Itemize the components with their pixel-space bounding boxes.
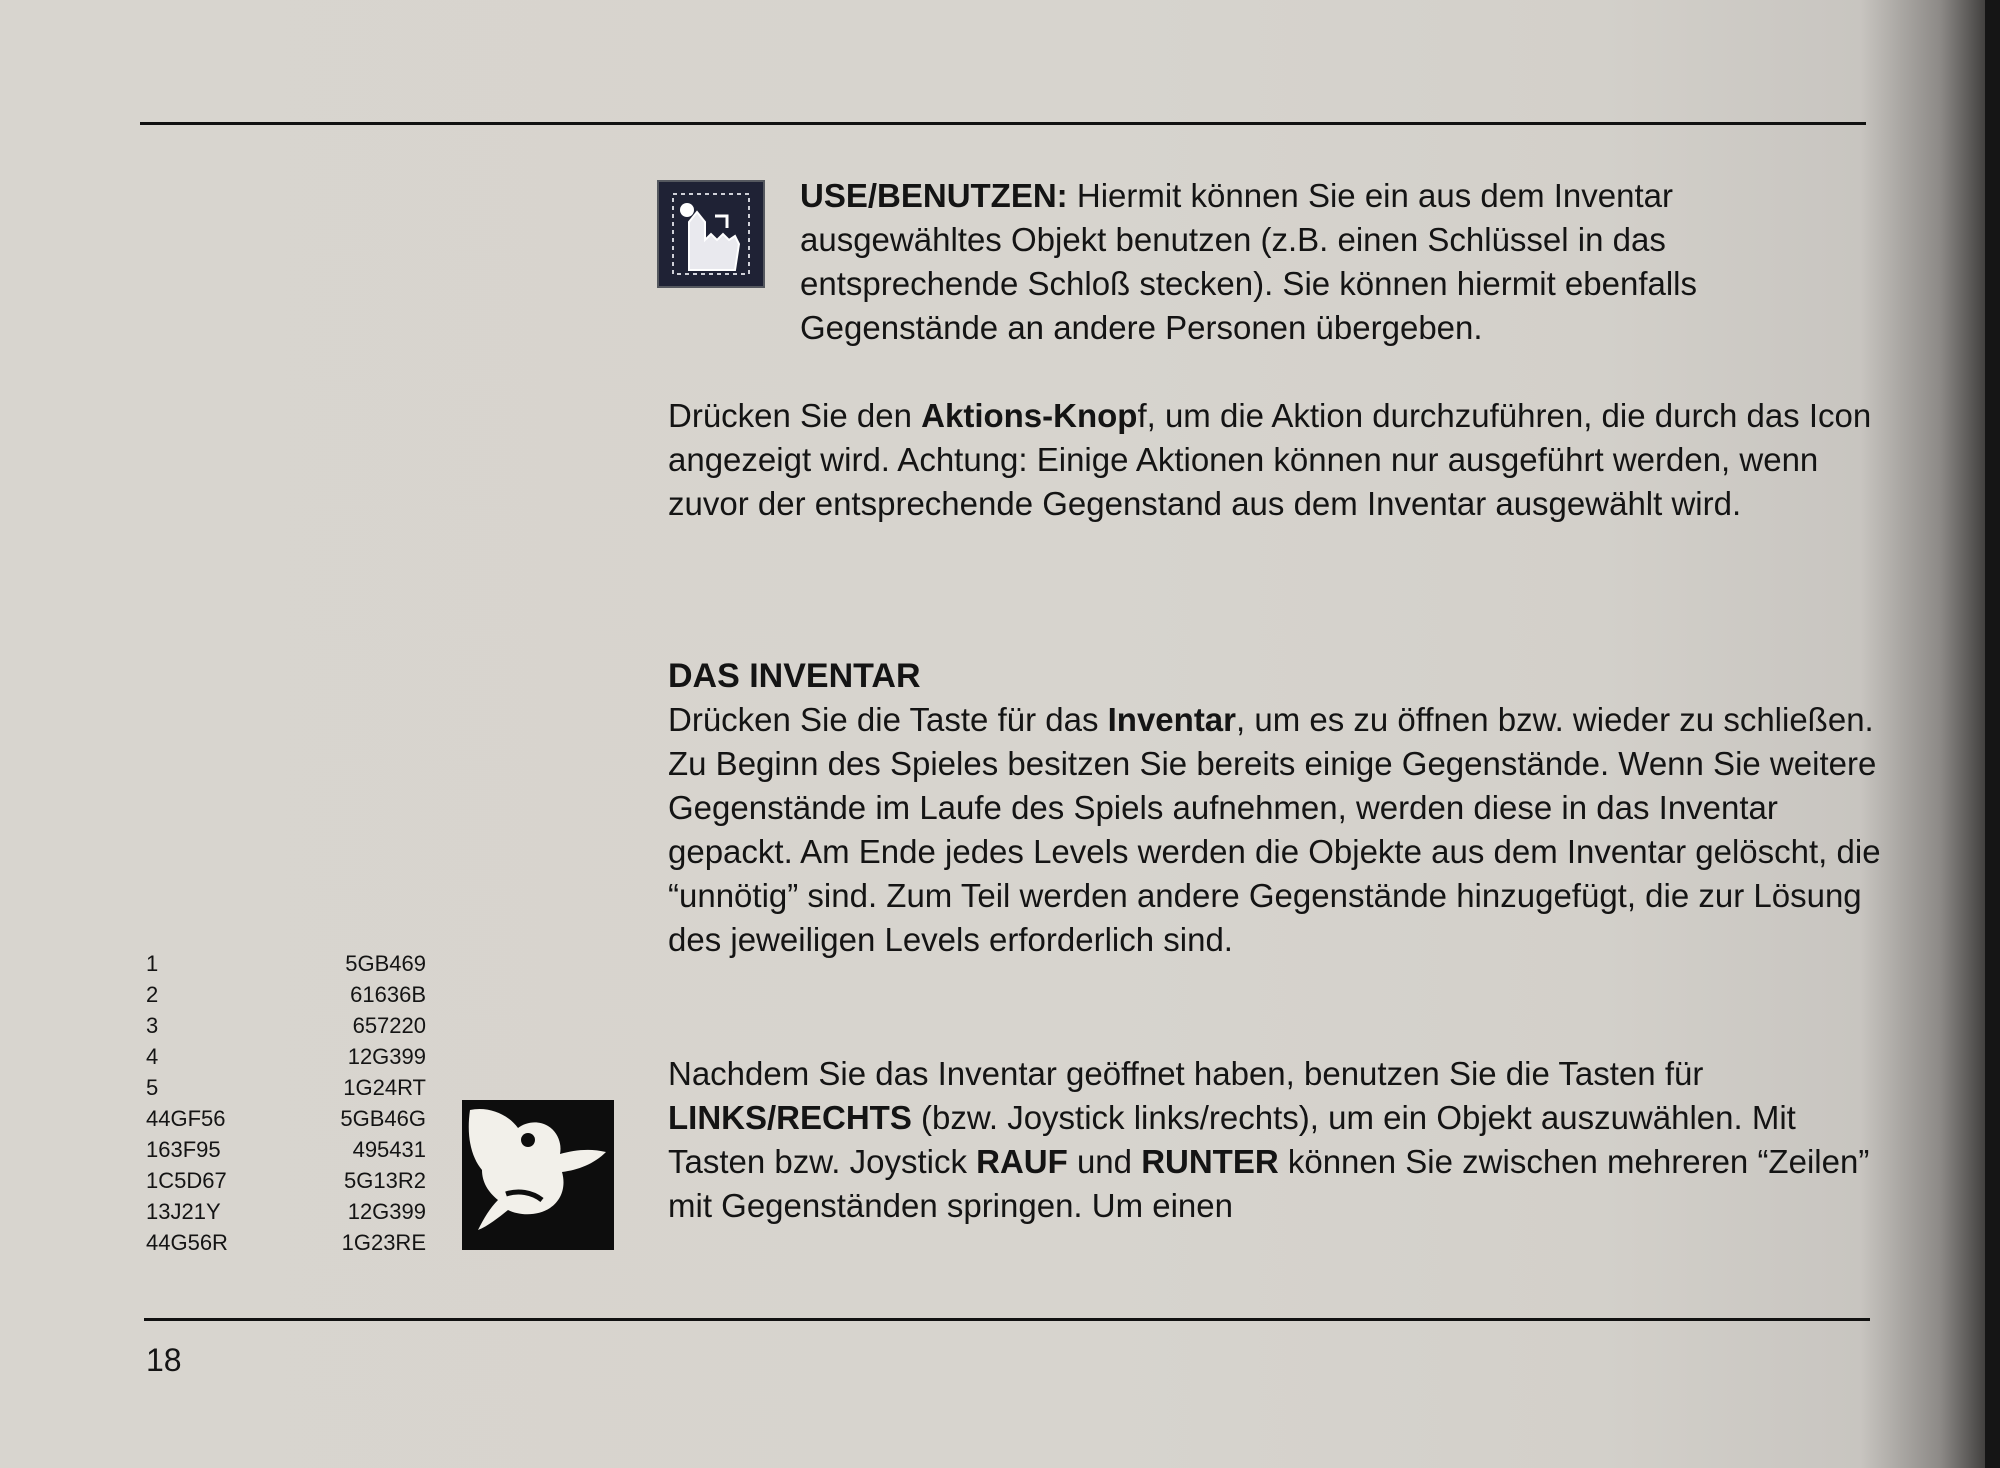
code-key: 1C5D67 bbox=[146, 1168, 227, 1193]
code-row bbox=[146, 1010, 426, 1041]
aktion-bold: Aktions-Knop bbox=[921, 397, 1138, 434]
inventar-heading: DAS INVENTAR bbox=[668, 657, 921, 695]
inventar-text-2: , um es zu öffnen bzw. wieder zu schließen. Zu Beginn des Spieles besitzen Sie bereits einige Gegenstände. Wenn Sie weitere Gegenstände im Laufe des Spiels aufnehmen, werden diese in das Inventar gepackt. Am Ende jedes Levels werden die Objekte aus dem Inventar gelöscht, die “unnötig” sind. Zum Teil werden andere Gegenstände hinzugefügt, die zur Lösung des jeweiligen Levels erforderlich sind. bbox=[668, 701, 1881, 958]
code-value: 1G23RE bbox=[341, 1230, 426, 1255]
bottom-rule bbox=[144, 1318, 1870, 1321]
use-text: Hiermit können Sie ein aus dem Inventar ausgewähltes Objekt benutzen (z.B. einen Schlüssel in das entsprechende Schloß stecken). Sie können hiermit ebenfalls Gegenstände an andere Personen übergeben. bbox=[800, 177, 1698, 346]
nachdem-bold-2: RAUF bbox=[976, 1143, 1068, 1180]
nachdem-text-4: können Sie zwischen mehreren “Zeilen” mit Gegenständen springen. Um einen bbox=[668, 1143, 1870, 1224]
aktion-paragraph bbox=[668, 394, 1888, 526]
code-value: 5GB46G bbox=[340, 1106, 426, 1131]
code-key: 5 bbox=[146, 1075, 159, 1100]
code-key: 44GF56 bbox=[146, 1106, 226, 1131]
code-row bbox=[146, 1196, 426, 1227]
code-value: 1G24RT bbox=[343, 1075, 426, 1100]
code-row bbox=[146, 1072, 426, 1103]
code-table bbox=[146, 948, 426, 1258]
code-key: 2 bbox=[146, 982, 159, 1007]
bird-icon bbox=[462, 1100, 614, 1250]
code-value: 61636B bbox=[350, 982, 426, 1007]
nachdem-bold-3: RUNTER bbox=[1141, 1143, 1279, 1180]
code-row bbox=[146, 948, 426, 979]
use-heading: USE/BENUTZEN: bbox=[800, 177, 1068, 214]
inventar-paragraph bbox=[668, 698, 1888, 962]
nachdem-text-2: (bzw. Joystick links/rechts), um ein Objekt auszuwählen. Mit Tasten bzw. Joystick bbox=[668, 1099, 1796, 1180]
use-paragraph bbox=[800, 174, 1880, 350]
code-row bbox=[146, 1134, 426, 1165]
nachdem-paragraph bbox=[668, 1052, 1888, 1228]
code-row bbox=[146, 979, 426, 1010]
page-number: 18 bbox=[146, 1342, 182, 1378]
code-key: 44G56R bbox=[146, 1230, 228, 1255]
code-value: 12G399 bbox=[347, 1044, 426, 1069]
code-key: 163F95 bbox=[146, 1137, 221, 1162]
code-value: 5G13R2 bbox=[344, 1168, 426, 1193]
inventar-text-1: Drücken Sie die Taste für das bbox=[668, 701, 1108, 738]
code-row bbox=[146, 1041, 426, 1072]
code-row bbox=[146, 1103, 426, 1134]
nachdem-text-3: und bbox=[1067, 1143, 1142, 1180]
code-row bbox=[146, 1165, 426, 1196]
code-value: 657220 bbox=[352, 1013, 426, 1038]
code-value: 495431 bbox=[352, 1137, 426, 1162]
nachdem-text-1: Nachdem Sie das Inventar geöffnet haben, benutzen Sie die Tasten für bbox=[668, 1055, 1704, 1092]
code-value: 5GB469 bbox=[345, 951, 426, 976]
code-row bbox=[146, 1227, 426, 1258]
code-key: 13J21Y bbox=[146, 1199, 221, 1224]
code-key: 1 bbox=[146, 951, 159, 976]
top-rule bbox=[140, 122, 1866, 125]
code-value: 12G399 bbox=[347, 1199, 426, 1224]
inventar-bold: Inventar bbox=[1107, 701, 1236, 738]
aktion-text-2: f, um die Aktion durchzuführen, die durch das Icon angezeigt wird. Achtung: Einige Aktionen können nur ausgeführt werden, wenn zuvor der entsprechende Gegenstand aus dem Inventar ausgewählt wird. bbox=[668, 397, 1872, 522]
aktion-text-1: Drücken Sie den bbox=[668, 397, 922, 434]
book-spine-shadow bbox=[1985, 0, 2000, 1468]
code-key: 4 bbox=[146, 1044, 159, 1069]
nachdem-bold-1: LINKS/RECHTS bbox=[668, 1099, 912, 1136]
hand-pointer-icon bbox=[657, 180, 765, 288]
code-key: 3 bbox=[146, 1013, 159, 1038]
